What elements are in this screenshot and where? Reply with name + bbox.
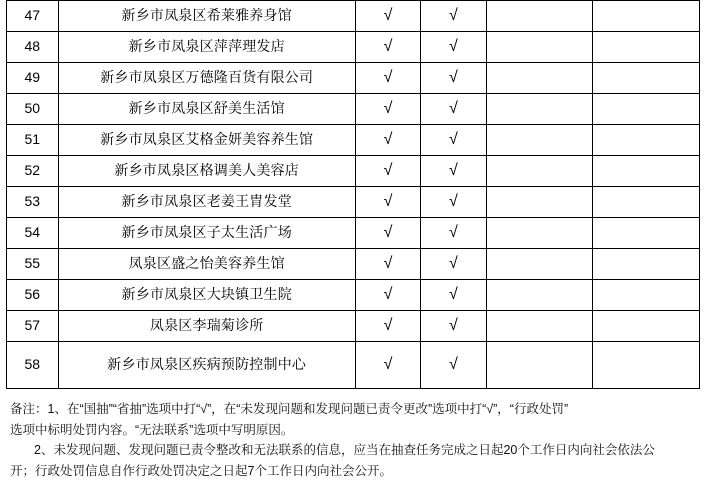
blank-cell-rectified: [593, 218, 700, 249]
note-line-1: 备注：1、在“国抽”“省抽”选项中打“√”，在“未发现问题和发现问题已责令更改”选项中打“√”，“行政处罚”: [10, 402, 569, 416]
check-mark-icon: √: [448, 69, 458, 86]
check-mark-icon: √: [383, 69, 393, 86]
check-mark-icon: √: [383, 255, 393, 272]
check-cell-national: [355, 156, 420, 187]
entity-name: 凤泉区李瑞菊诊所: [58, 311, 355, 342]
row-number: 48: [7, 32, 59, 63]
check-cell-provincial: [421, 94, 486, 125]
check-mark-icon: √: [383, 286, 393, 303]
blank-cell-rectified: [593, 187, 700, 218]
row-number: 54: [7, 218, 59, 249]
table-row: [7, 187, 700, 218]
check-cell-provincial: [421, 32, 486, 63]
blank-cell-rectified: [593, 94, 700, 125]
check-cell-national: [355, 32, 420, 63]
check-mark-icon: √: [448, 162, 458, 179]
check-mark-icon: √: [383, 193, 393, 210]
row-number: 56: [7, 280, 59, 311]
blank-cell-no-issue: [486, 125, 593, 156]
entity-name: 新乡市凤泉区格调美人美容店: [58, 156, 355, 187]
check-mark-icon: √: [383, 224, 393, 241]
table-row: [7, 342, 700, 389]
check-mark-icon: √: [383, 7, 393, 24]
blank-cell-rectified: [593, 342, 700, 389]
check-cell-provincial: [421, 280, 486, 311]
blank-cell-rectified: [593, 125, 700, 156]
check-cell-national: [355, 187, 420, 218]
blank-cell-no-issue: [486, 218, 593, 249]
check-mark-icon: √: [448, 317, 458, 334]
blank-cell-rectified: [593, 311, 700, 342]
check-mark-icon: √: [448, 7, 458, 24]
check-cell-provincial: [421, 249, 486, 280]
check-cell-national: [355, 311, 420, 342]
check-mark-icon: √: [448, 224, 458, 241]
check-cell-provincial: [421, 125, 486, 156]
check-cell-national: [355, 249, 420, 280]
row-number: 58: [7, 342, 59, 389]
row-number: 47: [7, 1, 59, 32]
row-number: 51: [7, 125, 59, 156]
check-mark-icon: √: [448, 131, 458, 148]
row-number: 57: [7, 311, 59, 342]
blank-cell-rectified: [593, 63, 700, 94]
note-line-3: 2、未发现问题、发现问题已责令整改和无法联系的信息，应当在抽查任务完成之日起20个工作日内向社会依法公: [34, 443, 655, 458]
blank-cell-no-issue: [486, 1, 593, 32]
entity-name: 新乡市凤泉区艾格金妍美容养生馆: [58, 125, 355, 156]
check-cell-national: [355, 218, 420, 249]
blank-cell-no-issue: [486, 187, 593, 218]
check-mark-icon: √: [448, 100, 458, 117]
entity-name: 新乡市凤泉区大块镇卫生院: [58, 280, 355, 311]
check-cell-provincial: [421, 311, 486, 342]
blank-cell-no-issue: [486, 280, 593, 311]
entity-name: 凤泉区盛之怡美容养生馆: [58, 249, 355, 280]
table-row: [7, 63, 700, 94]
table-row: [7, 249, 700, 280]
table-row: [7, 1, 700, 32]
check-mark-icon: √: [383, 162, 393, 179]
check-mark-icon: √: [383, 317, 393, 334]
blank-cell-no-issue: [486, 32, 593, 63]
table-row: [7, 218, 700, 249]
check-mark-icon: √: [448, 356, 458, 373]
check-mark-icon: √: [383, 131, 393, 148]
row-number: 55: [7, 249, 59, 280]
check-cell-national: [355, 342, 420, 389]
table-body: [7, 1, 700, 389]
check-mark-icon: √: [448, 255, 458, 272]
blank-cell-rectified: [593, 1, 700, 32]
note-line-4: 开；行政处罚信息自作行政处罚决定之日起7个工作日内向社会公开。: [10, 463, 392, 478]
table-row: [7, 280, 700, 311]
row-number: 52: [7, 156, 59, 187]
note-line-2: 选项中标明处罚内容。“无法联系”选项中写明原因。: [10, 422, 294, 437]
check-cell-national: [355, 1, 420, 32]
blank-cell-no-issue: [486, 94, 593, 125]
table-row: [7, 311, 700, 342]
entity-name: 新乡市凤泉区子太生活广场: [58, 218, 355, 249]
blank-cell-no-issue: [486, 63, 593, 94]
blank-cell-rectified: [593, 156, 700, 187]
inspection-table: [6, 0, 700, 389]
blank-cell-rectified: [593, 32, 700, 63]
entity-name: 新乡市凤泉区舒美生活馆: [58, 94, 355, 125]
check-mark-icon: √: [448, 193, 458, 210]
entity-name: 新乡市凤泉区老姜王胄发堂: [58, 187, 355, 218]
blank-cell-rectified: [593, 280, 700, 311]
check-mark-icon: √: [383, 38, 393, 55]
blank-cell-rectified: [593, 249, 700, 280]
check-cell-national: [355, 94, 420, 125]
check-cell-provincial: [421, 63, 486, 94]
entity-name: 新乡市凤泉区疾病预防控制中心: [58, 342, 355, 389]
row-number: 49: [7, 63, 59, 94]
row-number: 50: [7, 94, 59, 125]
blank-cell-no-issue: [486, 342, 593, 389]
check-cell-provincial: [421, 218, 486, 249]
table-row: [7, 94, 700, 125]
table-row: [7, 156, 700, 187]
check-cell-national: [355, 63, 420, 94]
check-mark-icon: √: [448, 38, 458, 55]
row-number: 53: [7, 187, 59, 218]
entity-name: 新乡市凤泉区万德隆百货有限公司: [58, 63, 355, 94]
entity-name: 新乡市凤泉区萍萍理发店: [58, 32, 355, 63]
check-cell-provincial: [421, 342, 486, 389]
blank-cell-no-issue: [486, 156, 593, 187]
check-cell-provincial: [421, 187, 486, 218]
check-cell-provincial: [421, 1, 486, 32]
entity-name: 新乡市凤泉区希莱雅养身馆: [58, 1, 355, 32]
check-cell-provincial: [421, 156, 486, 187]
check-cell-national: [355, 125, 420, 156]
blank-cell-no-issue: [486, 311, 593, 342]
check-cell-national: [355, 280, 420, 311]
blank-cell-no-issue: [486, 249, 593, 280]
check-mark-icon: √: [383, 356, 393, 373]
check-mark-icon: √: [383, 100, 393, 117]
notes-block: [10, 399, 699, 482]
table-row: [7, 125, 700, 156]
table-row: [7, 32, 700, 63]
check-mark-icon: √: [448, 286, 458, 303]
